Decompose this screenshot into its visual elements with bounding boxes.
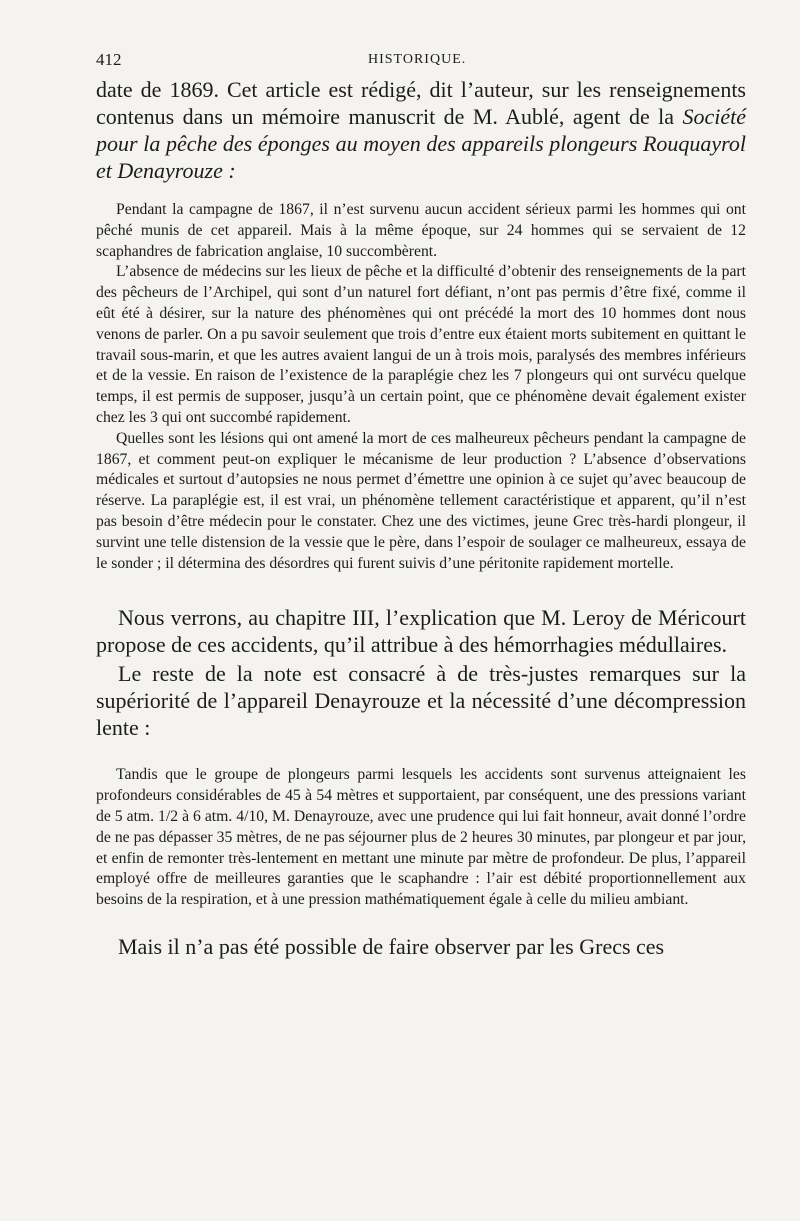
body-paragraph: Le reste de la note est consacré à de très-justes remarques sur la supériorité de l’appareil Denayrouze et la nécessité d’une décompression lente : <box>96 661 746 741</box>
quote-paragraph: Pendant la campagne de 1867, il n’est survenu aucun accident sérieux parmi les hommes qui ont pêché munis de cet appareil. Mais à la même époque, sur 24 hommes qui se servaient de 12 scaphandres de fabrication anglaise, 10 succombèrent. <box>96 201 746 260</box>
intro-text: date de 1869. Cet article est rédigé, dit l’auteur, sur les renseignements contenus dans un mémoire manuscrit de M. Aublé, agent de la <box>96 77 746 129</box>
body-paragraph: Nous verrons, au chapitre III, l’explication que M. Leroy de Méricourt propose de ces accidents, qu’il attribue à des hémorrhagies médullaires. <box>96 605 746 658</box>
running-title: HISTORIQUE. <box>368 52 467 67</box>
quote-paragraph: Quelles sont les lésions qui ont amené la mort de ces malheureux pêcheurs pendant la campagne de 1867, et comment peut-on expliquer le mécanisme de leur production ? L’absence d’observations médicales et surtout d’autopsies ne nous permet d’émettre une opinion à ce sujet qu’avec beaucoup de réserve. La paraplégie est, il est vrai, un phénomène tellement caractéristique et apparent, qu’il n’est pas besoin d’être médecin pour le constater. Chez une des victimes, jeune Grec très-hardi plongeur, il survint une telle distension de la vessie que le père, dans l’espoir de soulager ce malheureux, essaya de le sonder ; il détermina des désordres qui furent suivis d’une péritonite rapidement mortelle. <box>96 429 746 572</box>
quotation-block-1 <box>96 200 746 574</box>
intro-paragraph <box>96 76 746 184</box>
body-paragraph: Mais il n’a pas été possible de faire observer par les Grecs ces <box>118 933 665 959</box>
page-header <box>96 50 746 76</box>
society-name: Société pour la pêche des éponges au moyen des appareils plongeurs Rouquayrol et Denayrouze : <box>96 104 746 183</box>
quote-paragraph: L’absence de médecins sur les lieux de pêche et la difficulté d’obtenir des renseignements de la part des pêcheurs de l’Archipel, qui sont d’un naturel fort défiant, n’ont pas permis d’être fixé, comme il eût été à désirer, sur la nature des phénomènes qui ont précédé la mort des 10 hommes dont nous venons de parler. On a pu savoir seulement que trois d’entre eux étaient morts subitement en quittant le travail sous-marin, et que les autres avaient langui de un à trois mois, paralysés des membres inférieurs et de la vessie. En raison de l’existence de la paraplégie chez les 7 plongeurs qui ont survécu quelque temps, il est permis de supposer, jusqu’à un certain point, que ce phénomène devait également exister chez les 3 qui ont succombé rapidement. <box>96 263 746 426</box>
book-page <box>96 50 746 960</box>
quotation-block-2: Tandis que le groupe de plongeurs parmi lesquels les accidents sont survenus atteignaient les profondeurs considérables de 45 à 54 mètres et supportaient, par conséquent, une des pressions variant de 5 atm. 1/2 à 6 atm. 4/10, M. Denayrouze, avec une prudence qui lui fait honneur, avait donné l’ordre de ne pas dépasser 35 mètres, de ne pas séjourner plus de 2 heures 30 minutes, par plongeur et par jour, et enfin de remonter très-lentement en mettant une minute par mètre de profondeur. De plus, l’appareil employé offre de meilleures garanties que le scaphandre : l’air est débité proportionnellement aux besoins de la respiration, et à une pression mathématiquement égale à celle du milieu ambiant. <box>96 766 746 909</box>
page-number: 412 <box>96 50 122 69</box>
